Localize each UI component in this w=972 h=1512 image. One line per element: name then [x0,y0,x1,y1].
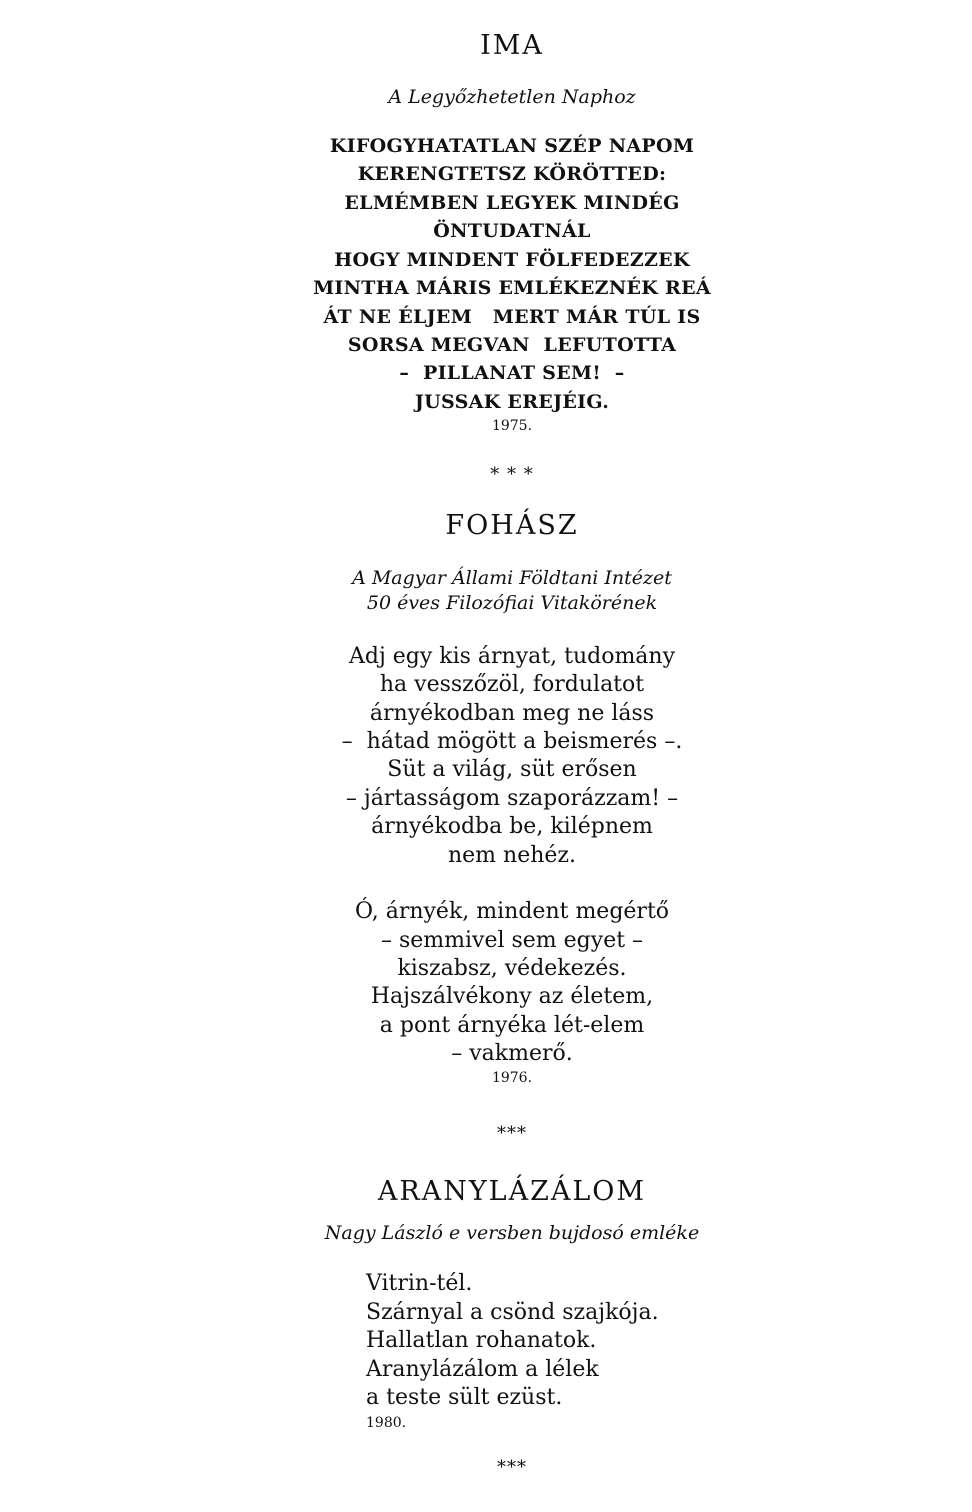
poem-line: MINTHA MÁRIS EMLÉKEZNÉK REÁ [313,277,711,299]
section-separator: *** [497,1123,527,1144]
poem-line: a pont árnyéka lét-elem [379,1013,645,1038]
poem-line: árnyékodba be, kilépnem [371,814,653,839]
poem-line: KIFOGYHATATLAN SZÉP NAPOM [329,135,695,157]
poem-title: IMA [480,30,544,61]
poem-line: HOGY MINDENT FÖLFEDEZZEK [334,249,690,271]
poem-line: – jártasságom szaporázzam! – [345,786,679,811]
poem-line: JUSSAK EREJÉIG. [414,391,610,413]
poem-line: Adj egy kis árnyat, tudomány [348,644,676,669]
poem-line: Szárnyal a csönd szajkója. [366,1299,659,1325]
poem-dedication: A Magyar Állami Földtani Intézet [352,567,672,589]
poem-line: – semmivel sem egyet – [380,928,644,953]
poem-line: KERENGTETSZ KÖRÖTTED: [357,163,667,185]
poem-line: ÁT NE ÉLJEM MERT MÁR TÚL IS [323,306,701,328]
section-separator: * * * [490,464,534,485]
poem-line: ELMÉMBEN LEGYEK MINDÉG [344,192,680,214]
poem-line: SORSA MEGVAN LEFUTOTTA [347,334,677,356]
poem-year: 1975. [491,418,533,434]
poem-dedication: Nagy László e versben bujdosó emléke [324,1222,700,1244]
poem-body [366,1270,659,1433]
poem-line: – PILLANAT SEM! – [399,362,625,384]
poem-line: Vitrin-tél. [366,1271,473,1296]
poem-title: ARANYLÁZÁLOM [377,1176,647,1207]
poem-title: FOHÁSZ [445,510,579,541]
poem-line: Aranylázálom a lélek [366,1356,599,1382]
poem-line: Hallatlan rohanatok. [366,1328,597,1354]
poem-year: 1976. [491,1070,533,1086]
poem-line: Ó, árnyék, mindent megértő [354,899,670,924]
poem-dedication: A Legyőzhetetlen Naphoz [388,86,636,108]
poem-line: Süt a világ, süt erősen [387,757,637,782]
poem-dedication: 50 éves Filozófiai Vitakörének [366,592,658,614]
poem-line: Hajszálvékony az életem, [370,984,654,1009]
poem-line: ha vesszőzöl, fordulatot [379,672,645,697]
section-separator: *** [497,1457,527,1478]
poem-line: a teste sült ezüst. [366,1385,563,1411]
poem-line: – hátad mögött a beismerés –. [341,729,683,754]
poem-line: – vakmerő. [451,1041,573,1066]
poem-line: árnyékodban meg ne láss [369,701,655,726]
poem-year: 1980. [366,1414,407,1431]
poem-line: kiszabsz, védekezés. [397,956,627,981]
poem-line: nem nehéz. [447,843,576,868]
poem-line: ÖNTUDATNÁL [433,220,591,242]
